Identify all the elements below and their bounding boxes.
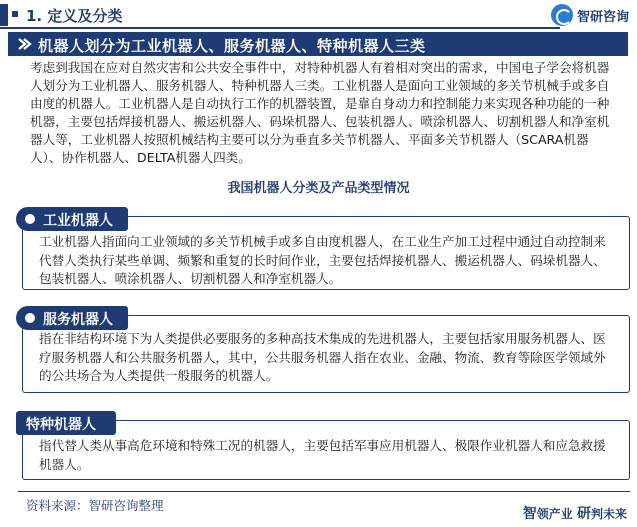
category-text: 指在非结构环境下为人类提供必要服务的多种高技术集成的先进机器人，主要包括家用服务机器人、医疗服务机器人和公共服务机器人，其中，公共服务机器人指在农业、金融、物流、教育等除医学领域外的公共场合为人类提供一般服务的机器人。 [39,331,606,383]
section-title: 1. 定义及分类 [26,7,123,25]
slogan-char-a: 智 [522,506,537,522]
category-header-service [16,306,128,330]
slogan-part-d: 判未来 [590,507,627,521]
slogan-char-c: 研 [576,506,591,522]
brand [551,4,629,26]
circle-logo-icon [551,4,573,26]
category-label: 特种机器人 [26,417,96,433]
category-header-special [16,411,116,435]
brand-name: 智研咨询 [576,9,629,25]
category-text: 指代替人类从事高危环境和特殊工况的机器人，主要包括军事应用机器人、极限作业机器人和应急救援机器人。 [39,438,606,472]
slogan [523,503,627,523]
headline-text: 机器人划分为工业机器人、服务机器人、特种机器人三类 [38,37,426,55]
slogan-part-b: 领产业 [536,507,577,521]
intro-paragraph: 考虑到我国在应对自然灾害和公共安全事件中，对特种机器人有着相对突出的需求，中国电子学会将机器人划分为工业机器人、服务机器人、特种机器人三类。工业机器人是面向工业领域的多关节机械手或多自由度的机器人。工业机器人是自动执行工作的机器装置，是靠自身动力和控制能力来实现各种功能的一种机器，主要包括焊接机器人、搬运机器人、码垛机器人、包装机器人、喷涂机器人、切割机器人和净室机器人等，工业机器人按照机械结构主要可以分为垂直多关节机器人、平面多关节机器人（SCARA机器人）、协作机器人、DELTA机器人四类。 [30,60,610,165]
figure-subtitle: 我国机器人分类及产品类型情况 [227,181,410,196]
category-text: 工业机器人指面向工业领域的多关节机械手或多自由度机器人，在工业生产加工过程中通过自动控制来代替人类执行某些单调、频繁和重复的长时间作业，主要包括焊接机器人、搬运机器人、码垛机器人、包装机器人、喷涂机器人、切割机器人和净室机器人。 [39,234,606,286]
section-underline [0,27,560,29]
category-label: 工业机器人 [43,213,113,229]
footer-divider [18,491,630,492]
bullet-dot-icon [25,214,35,224]
chevron-right-icon [16,36,32,52]
section-square-icon [12,11,18,17]
headline-bar [8,32,628,56]
section-bar [0,4,8,26]
bullet-dot-icon [25,313,35,323]
source-note: 资料来源：智研咨询整理 [26,498,164,513]
category-header-industrial [16,207,128,231]
category-label: 服务机器人 [43,312,113,328]
section-header [0,0,637,30]
